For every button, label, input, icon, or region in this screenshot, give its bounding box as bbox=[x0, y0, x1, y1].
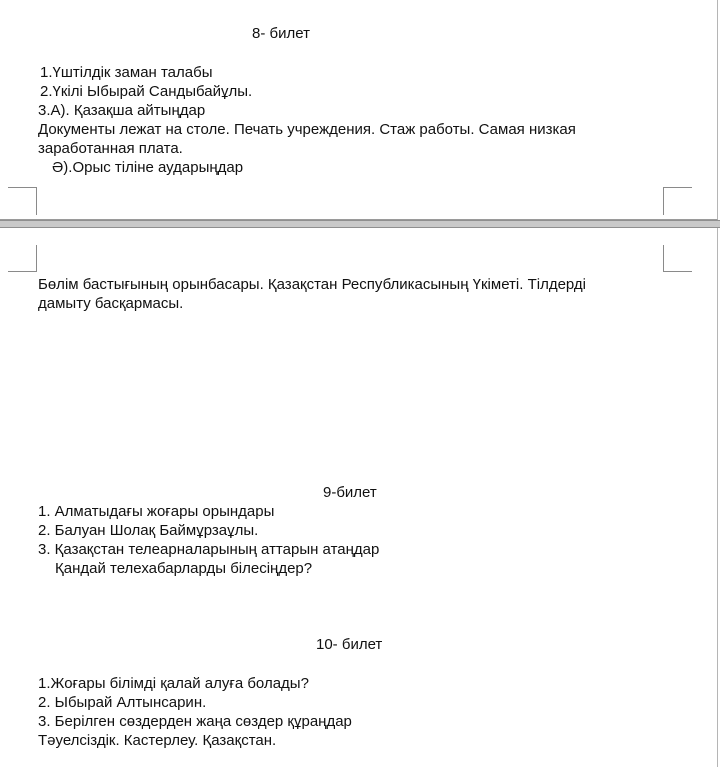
ticket-8-line-6: Ә).Орыс тіліне аударыңдар bbox=[52, 159, 244, 176]
ticket-10-line-2: 2. Ыбырай Алтынсарин. bbox=[38, 694, 207, 711]
ticket-8-line-5: заработанная плата. bbox=[38, 140, 183, 157]
crop-mark-top-right bbox=[663, 245, 692, 272]
ticket-8-line-4: Документы лежат на столе. Печать учреждения. Стаж работы. Самая низкая bbox=[38, 121, 576, 138]
ticket-9-title: 9-билет bbox=[323, 484, 377, 501]
ticket-8-line-2: 2.Үкілі Ыбырай Сандыбайұлы. bbox=[40, 83, 253, 100]
ticket-9-line-1: 1. Алматыдағы жоғары орындары bbox=[38, 503, 275, 520]
document-page-2 bbox=[0, 228, 718, 767]
document-page-1 bbox=[0, 0, 718, 220]
ticket-8-translation-line-2: дамыту басқармасы. bbox=[38, 295, 184, 312]
ticket-10-line-1: 1.Жоғары білімді қалай алуға болады? bbox=[38, 675, 309, 692]
ticket-8-line-3: 3.А). Қазақша айтыңдар bbox=[38, 102, 206, 119]
ticket-8-line-1: 1.Үштілдік заман талабы bbox=[40, 64, 213, 81]
ticket-9-line-3: 3. Қазақстан телеарналарының аттарын атаңдар bbox=[38, 541, 380, 558]
ticket-8-title: 8- билет bbox=[252, 25, 310, 42]
ticket-10-line-3: 3. Берілген сөздерден жаңа сөздер құраңдар bbox=[38, 713, 352, 730]
crop-mark-top-left bbox=[8, 245, 37, 272]
crop-mark-bottom-right bbox=[663, 187, 692, 215]
ticket-9-line-2: 2. Балуан Шолақ Баймұрзаұлы. bbox=[38, 522, 259, 539]
crop-mark-bottom-left bbox=[8, 187, 37, 215]
ticket-10-title: 10- билет bbox=[316, 636, 383, 653]
ticket-9-line-4: Қандай телехабарларды білесіңдер? bbox=[55, 560, 313, 577]
ticket-8-translation-line-1: Бөлім бастығының орынбасары. Қазақстан Республикасының Үкіметі. Тілдерді bbox=[38, 276, 587, 293]
ticket-10-line-4: Тәуелсіздік. Кастерлеу. Қазақстан. bbox=[38, 732, 277, 749]
page-separator bbox=[0, 220, 720, 228]
